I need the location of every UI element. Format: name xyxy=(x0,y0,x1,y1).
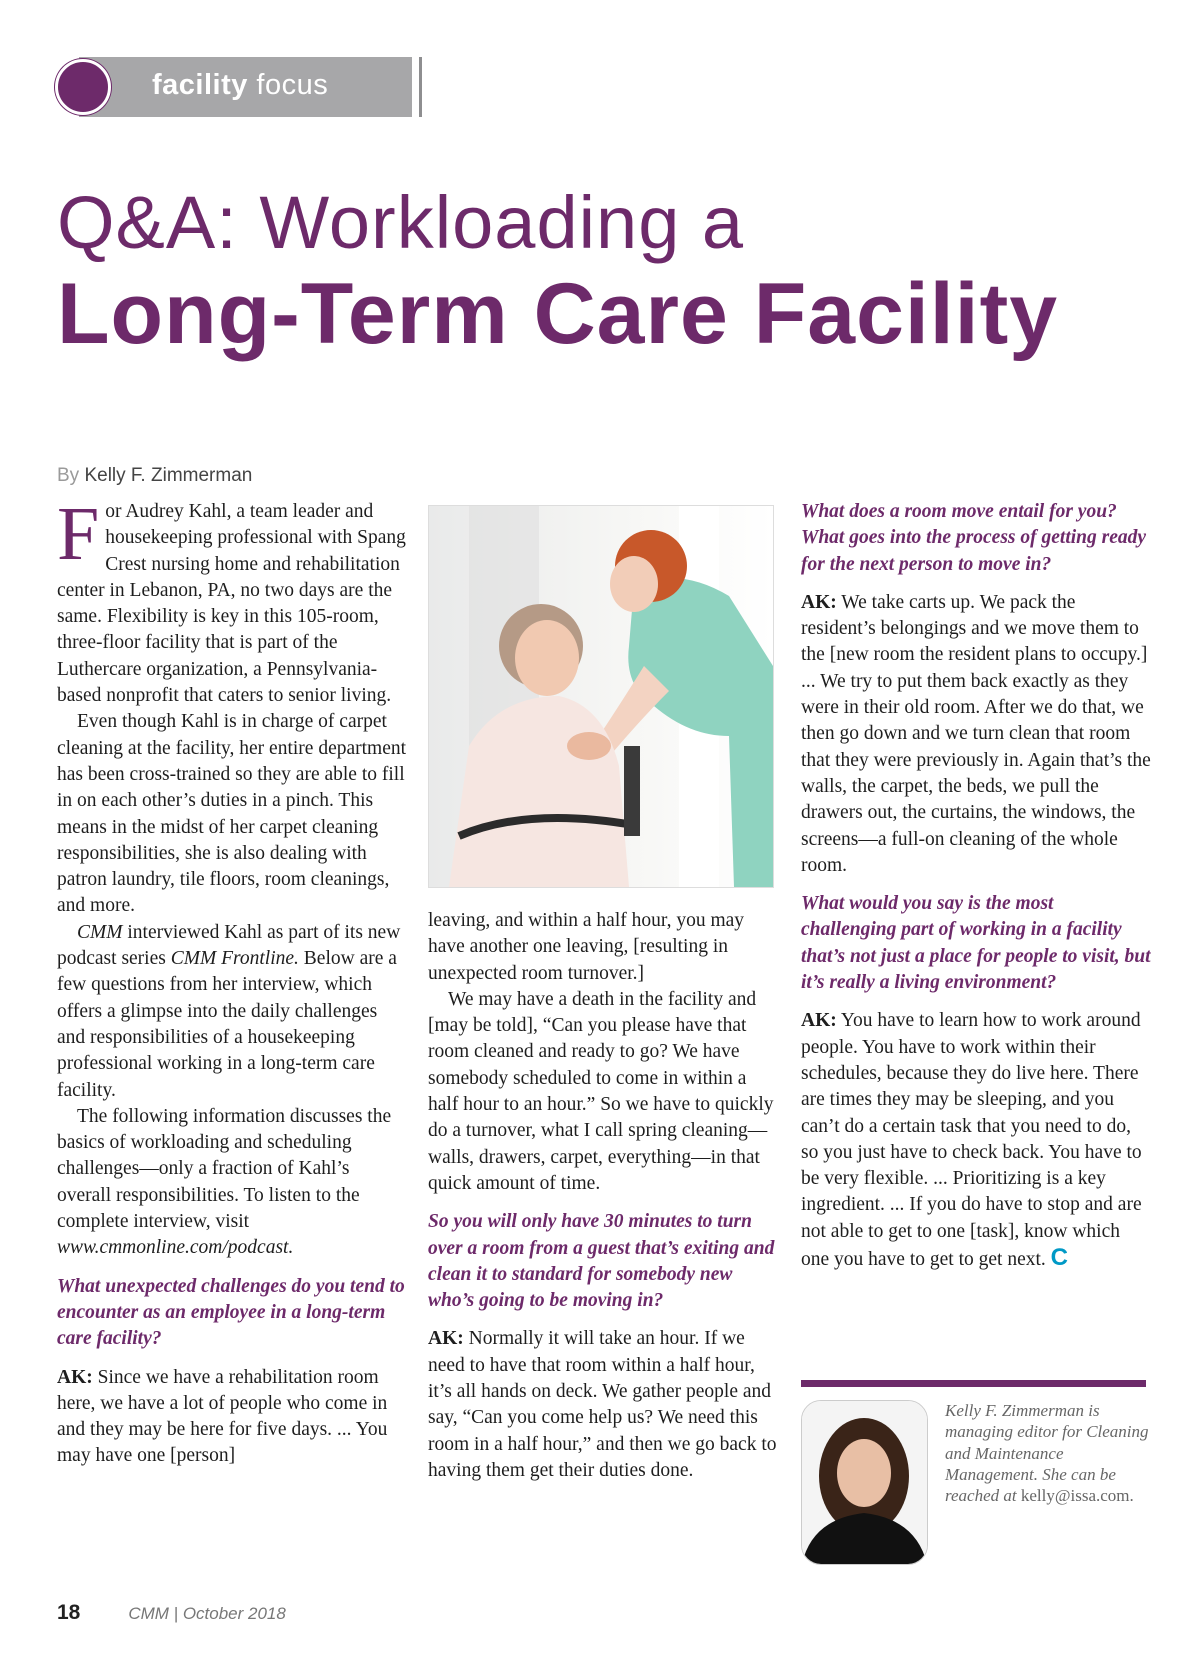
answer-4 xyxy=(801,1008,1151,1273)
answer-2 xyxy=(428,1326,778,1484)
page-footer xyxy=(57,1601,286,1625)
section-label-rest: focus xyxy=(247,69,329,101)
paragraph: Even though Kahl is in charge of carpet cleaning at the facility, her entire department has been cross-trained so they are able to fill in on each other’s duties in a pinch. This means in the midst of her carpet cleaning responsibilities, she is also dealing with patron laundry, tile floors, room cleanings, and more. xyxy=(57,711,407,917)
section-label xyxy=(152,69,328,102)
podcast-url-link[interactable]: www.cmmonline.com/podcast. xyxy=(57,1237,294,1259)
answer-text: You have to learn how to work around people. You have to work within their schedules, because they do live here. There are times they may be sleeping, and you can’t do a certain task that you need to do, so you just have to check back. You have to be very flexible. ... Prioritizing is a key ingredient. ... If you do have to stop and are not able to get to one [task], know which one you have to get to get next. xyxy=(801,1010,1142,1271)
question-1: What unexpected challenges do you tend to encounter as an employee in a long-term care facility? xyxy=(57,1275,405,1350)
paragraph-text: Below are a few questions from her interview, which offers a glimpse into the daily challenges and responsibilities of a housekeeping professional working in a long-term care facility. xyxy=(57,948,397,1101)
answer-1 xyxy=(57,1365,407,1470)
byline-author: Kelly F. Zimmerman xyxy=(84,465,253,486)
page-number: 18 xyxy=(57,1601,81,1624)
author-bio xyxy=(945,1400,1155,1506)
podcast-series-name: CMM Frontline. xyxy=(170,948,299,970)
article-column-1 xyxy=(57,492,407,1470)
answer-text: We take carts up. We pack the resident’s belongings and we move them to the [new room the resident plans to occupy.] ... We try to put them back exactly as they were in their old room. After we do that, we then go down and we turn clean that room that they were previously in. Again that’s the walls, the carpet, the beds, we pull the drawers out, the curtains, the windows, the screens—a full-on cleaning of the whole room. xyxy=(801,591,1151,876)
bio-divider xyxy=(801,1380,1146,1387)
cmm-italic: CMM xyxy=(77,921,123,943)
paragraph xyxy=(57,1104,407,1262)
section-dot-icon xyxy=(55,59,111,115)
byline-prefix: By xyxy=(57,465,80,486)
answer-text: Since we have a rehabilitation room here, we have a lot of people who come in and they may be here for five days. ... You may have one [person] xyxy=(57,1366,388,1467)
answer-label: AK: xyxy=(801,591,837,613)
answer-label: AK: xyxy=(428,1328,464,1350)
headline-line2: Long-Term Care Facility xyxy=(57,266,1059,362)
section-tab xyxy=(55,57,425,117)
paragraph-text: The following information discusses the basics of workloading and scheduling challenges—only a fraction of Kahl’s overall responsibilities. To listen to the complete interview, visit xyxy=(57,1105,392,1233)
question-3: What does a room move entail for you? What goes into the process of getting ready for the next person to move in? xyxy=(801,501,1147,575)
answer-label: AK: xyxy=(801,1010,837,1032)
intro-paragraph xyxy=(57,492,407,709)
end-mark-icon: C xyxy=(1050,1244,1068,1272)
answer-text: Normally it will take an hour. If we need to have that room within a half hour, it’s all hands on deck. We gather people and say, “Can you come help us? We need this room in a half hour,” and then we go back to having them get their duties done. xyxy=(428,1328,777,1481)
author-email-link[interactable]: kelly@issa.com. xyxy=(1020,1486,1134,1506)
paragraph: We may have a death in the facility and [may be told], “Can you please have that room cleaned and ready to go? We have somebody scheduled to come in within a half hour to an hour.” So we have to quickly do a turnover, what I call spring cleaning—walls, drawers, carpet, everything—in that quick amount of time. xyxy=(428,988,774,1194)
bio-text: Kelly F. Zimmerman is managing editor for Cleaning and Maintenance Management. She can be reached at xyxy=(945,1401,1149,1506)
question-4: What would you say is the most challenging part of working in a facility that’s not just a place for people to visit, but it’s really a living environment? xyxy=(801,893,1151,994)
question-2: So you will only have 30 minutes to turn over a room from a guest that’s exiting and clean it to standard for somebody new who’s going to be moving in? xyxy=(428,1211,775,1312)
author-headshot xyxy=(801,1400,928,1565)
byline xyxy=(57,465,252,487)
headline-line1: Q&A: Workloading a xyxy=(57,181,745,264)
intro-text: or Audrey Kahl, a team leader and housekeeping professional with Spang Crest nursing home and rehabilitation center in Lebanon, PA, no two days are the same. Flexibility is key in this 105-room, three-floor facility that is part of the Luthercare organization, a Pennsylvania-based nonprofit that caters to senior living. xyxy=(57,501,406,707)
paragraph xyxy=(57,920,407,1104)
paragraph: leaving, and within a half hour, you may have another one leaving, [resulting in unexpected room turnover.] xyxy=(428,910,745,984)
answer-3 xyxy=(801,590,1151,879)
article-column-2 xyxy=(428,908,778,1484)
answer-label: AK: xyxy=(57,1366,93,1388)
nurse-resident-photo xyxy=(428,505,774,888)
section-label-bold: facility xyxy=(152,69,248,101)
article-column-3 xyxy=(801,499,1151,1273)
paragraph-text: interviewed Kahl as part of its new podcast series xyxy=(57,921,401,970)
section-tab-edge xyxy=(419,57,422,117)
publication-info: CMM | October 2018 xyxy=(128,1604,286,1623)
drop-cap: F xyxy=(57,492,100,576)
